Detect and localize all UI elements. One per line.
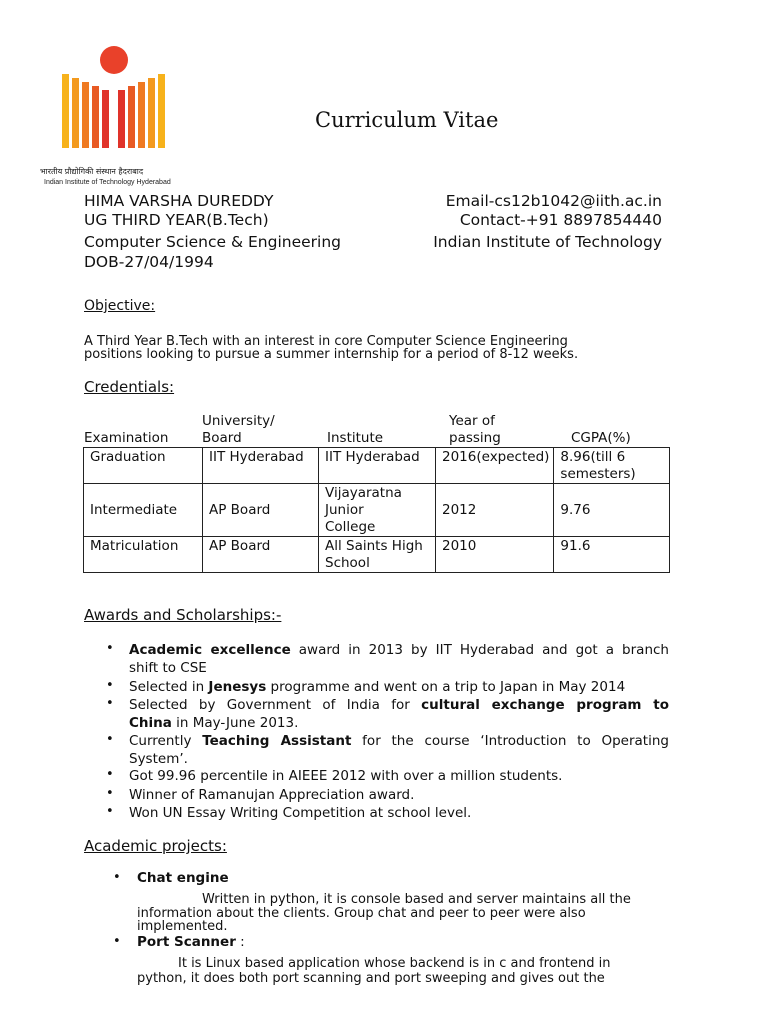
document-title: Curriculum Vitae [315,108,499,132]
cell-institute-l1: IIT Hyderabad [325,449,420,465]
cell-institute-l2: School [325,555,370,571]
bullet-icon: • [106,767,114,782]
projects-heading: Academic projects: [84,837,227,855]
cell-year: 2016(expected) [436,448,554,484]
cell-exam: Graduation [84,448,203,484]
list-item [129,678,669,696]
logo-bar [62,74,69,148]
bullet-icon: • [106,804,114,819]
col-year-l2: passing [449,430,501,446]
logo-bar [128,86,135,148]
list-item [129,696,669,732]
objective-line: A Third Year B.Tech with an interest in core Computer Science Engineering [84,334,568,349]
logo-bar [92,86,99,148]
list-item [129,767,669,785]
logo-circle [100,46,128,74]
col-year [449,413,501,447]
bullet-icon: • [106,732,114,747]
bullet-icon: • [106,696,114,711]
col-cgpa: CGPA(%) [571,430,631,446]
logo-bar [138,82,145,148]
logo-bar [82,82,89,148]
col-university [202,413,275,447]
cell-institute-l1: Vijayaratna [325,485,402,501]
cell-exam: Intermediate [84,484,203,537]
award-line: shift to CSE [129,660,207,676]
award-bold: cultural exchange program to [421,697,669,713]
award-text: Currently [129,733,203,749]
award-line: Got 99.96 percentile in AIEEE 2012 with over a million students. [129,768,563,784]
award-line [129,696,669,714]
cell-institute-l2: Junior [325,502,364,518]
award-bold: Teaching Assistant [202,733,352,749]
col-university-l2: Board [202,430,242,446]
award-line: System’. [129,751,188,767]
bullet-icon: • [106,786,114,801]
logo-bar [72,78,79,148]
cell-institute-l1: All Saints High [325,538,423,554]
logo-bar [148,78,155,148]
award-text: award in 2013 by IIT Hyderabad and got a branch [290,642,669,658]
cell-institute [319,537,436,573]
project-desc-line: python, it does both port scanning and port sweeping and gives out the [137,971,605,986]
list-item [129,641,669,677]
award-line [129,641,669,659]
project-desc-line: Written in python, it is console based and server maintains all the [202,892,631,907]
cell-cgpa-l2: semesters) [560,466,636,482]
project-title: Chat engine [137,870,229,886]
credentials-table [83,447,670,573]
cell-institute [319,448,436,484]
bullet-icon: • [106,641,114,656]
table-row [84,448,670,484]
logo-caption-english: Indian Institute of Technology Hyderabad [44,179,171,186]
awards-heading: Awards and Scholarships:- [84,606,282,624]
objective-text [84,335,684,361]
col-examination: Examination [84,430,169,446]
project-desc-line: It is Linux based application whose backend is in c and frontend in [178,956,611,971]
cell-cgpa-l1: 8.96(till 6 [560,449,626,465]
candidate-institute: Indian Institute of Technology [433,233,662,251]
project-desc-line: implemented. [137,919,228,934]
project-title-suffix: : [235,934,245,950]
award-text: Selected in [129,679,209,695]
award-line: Won UN Essay Writing Competition at school level. [129,805,472,821]
candidate-dob: DOB-27/04/1994 [84,253,214,271]
award-line [129,732,669,750]
cell-institute-l3: College [325,519,376,535]
table-row [84,484,670,537]
award-bold: Academic excellence [129,642,291,658]
candidate-email[interactable]: Email-cs12b1042@iith.ac.in [445,192,662,210]
cell-institute [319,484,436,537]
candidate-name: HIMA VARSHA DUREDDY [84,192,274,210]
cell-exam: Matriculation [84,537,203,573]
candidate-department: Computer Science & Engineering [84,233,342,251]
award-line [129,678,669,696]
bullet-icon: • [113,870,121,885]
award-text: for the course ‘Introduction to Operating [351,733,669,749]
project-desc-line: information about the clients. Group chat and peer to peer were also [137,906,586,921]
logo-bar [118,90,125,148]
award-text: in May-June 2013. [171,715,299,731]
bullet-icon: • [106,678,114,693]
col-year-l1: Year of [449,413,495,429]
cell-board: AP Board [203,537,319,573]
col-university-l1: University/ [202,413,275,429]
award-text: Selected by Government of India for [129,697,422,713]
award-line: Winner of Ramanujan Appreciation award. [129,787,415,803]
cell-cgpa: 9.76 [554,484,670,537]
list-item [129,732,669,768]
project-title [137,934,245,950]
award-text: programme and went on a trip to Japan in May 2014 [266,679,626,695]
logo-bar [102,90,109,148]
col-institute: Institute [327,430,384,446]
list-item [129,804,669,822]
cell-board: IIT Hyderabad [203,448,319,484]
cell-year: 2012 [436,484,554,537]
list-item [129,786,669,804]
objective-heading: Objective: [84,298,156,314]
bullet-icon: • [113,934,121,949]
cell-cgpa [554,448,670,484]
award-bold: Jenesys [208,679,267,695]
logo-bar [158,74,165,148]
table-row [84,537,670,573]
candidate-year: UG THIRD YEAR(B.Tech) [84,211,269,229]
cell-cgpa: 91.6 [554,537,670,573]
candidate-contact: Contact-+91 8897854440 [459,211,662,229]
logo-caption-hindi: भारतीय प्रौद्योगिकी संस्थान हैदराबाद [40,167,144,176]
cell-board: AP Board [203,484,319,537]
award-line [129,714,669,732]
project-title-text: Port Scanner [137,934,236,950]
iith-logo [58,44,168,148]
cell-year: 2010 [436,537,554,573]
credentials-heading: Credentials: [84,378,175,396]
objective-line: positions looking to pursue a summer internship for a period of 8-12 weeks. [84,347,579,362]
award-bold: China [129,715,172,731]
